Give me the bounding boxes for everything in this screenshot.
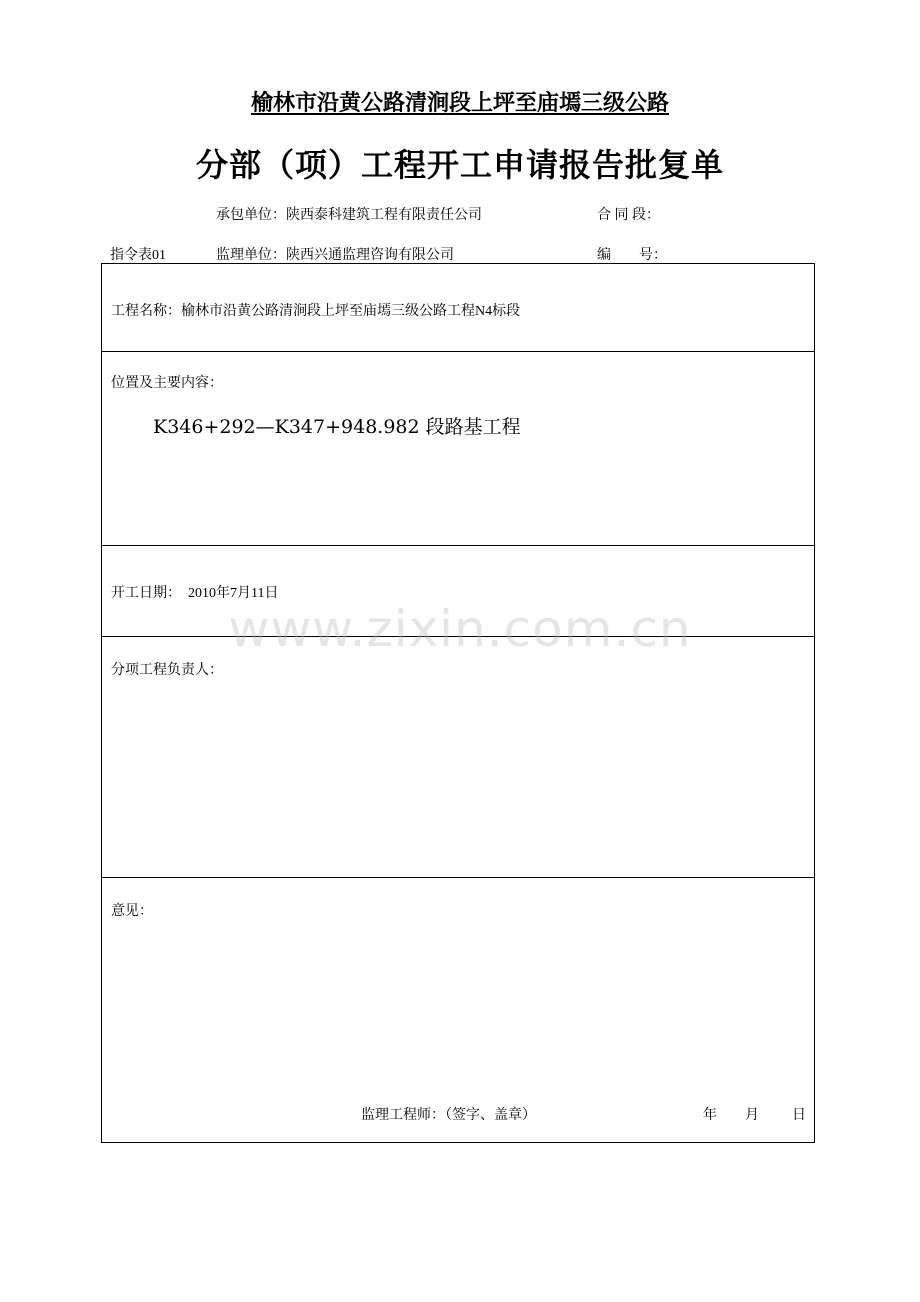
start-date-label: 开工日期： [111,586,181,601]
contractor-field [216,204,482,224]
form-number: 指令表01 [110,248,166,263]
start-date-field [111,582,278,602]
project-name-label: 工程名称： [111,304,181,319]
supervisor-label: 监理单位： [216,248,286,263]
project-name-value: 榆林市沿黄公路清涧段上坪至庙墕三级公路工程N4标段 [181,304,521,319]
date-month-label: 月 [745,1108,759,1123]
contractor-label: 承包单位： [216,208,286,223]
engineer-signature-label: 监理工程师：（签字、盖章） [361,1108,536,1123]
approval-form-table [101,263,815,1143]
location-label: 位置及主要内容： [111,376,223,391]
start-date-row [102,546,814,637]
opinion-row [102,878,814,1144]
date-year-label: 年 [703,1108,717,1123]
responsible-row [102,637,814,878]
project-name-row [102,264,814,352]
supervisor-field [216,244,454,264]
location-value: K346+292—K347+948.982 段路基工程 [153,416,521,438]
contractor-value: 陕西泰科建筑工程有限责任公司 [286,208,482,223]
supervisor-value: 陕西兴通监理咨询有限公司 [286,248,454,263]
watermark: www.zixin.com.cn [228,600,692,658]
responsible-label: 分项工程负责人： [111,663,223,678]
number-label: 编 号： [597,248,667,263]
project-name-field [111,300,520,320]
document-title-line2: 分部（项）工程开工申请报告批复单 [195,146,724,184]
document-title-line1: 榆林市沿黄公路清涧段上坪至庙墕三级公路 [250,91,669,116]
date-day-label: 日 [792,1108,806,1123]
location-row [102,352,814,546]
opinion-label: 意见： [111,904,153,919]
contract-section-label: 合 同 段： [597,208,660,223]
start-date-value: 2010年7月11日 [188,586,279,601]
